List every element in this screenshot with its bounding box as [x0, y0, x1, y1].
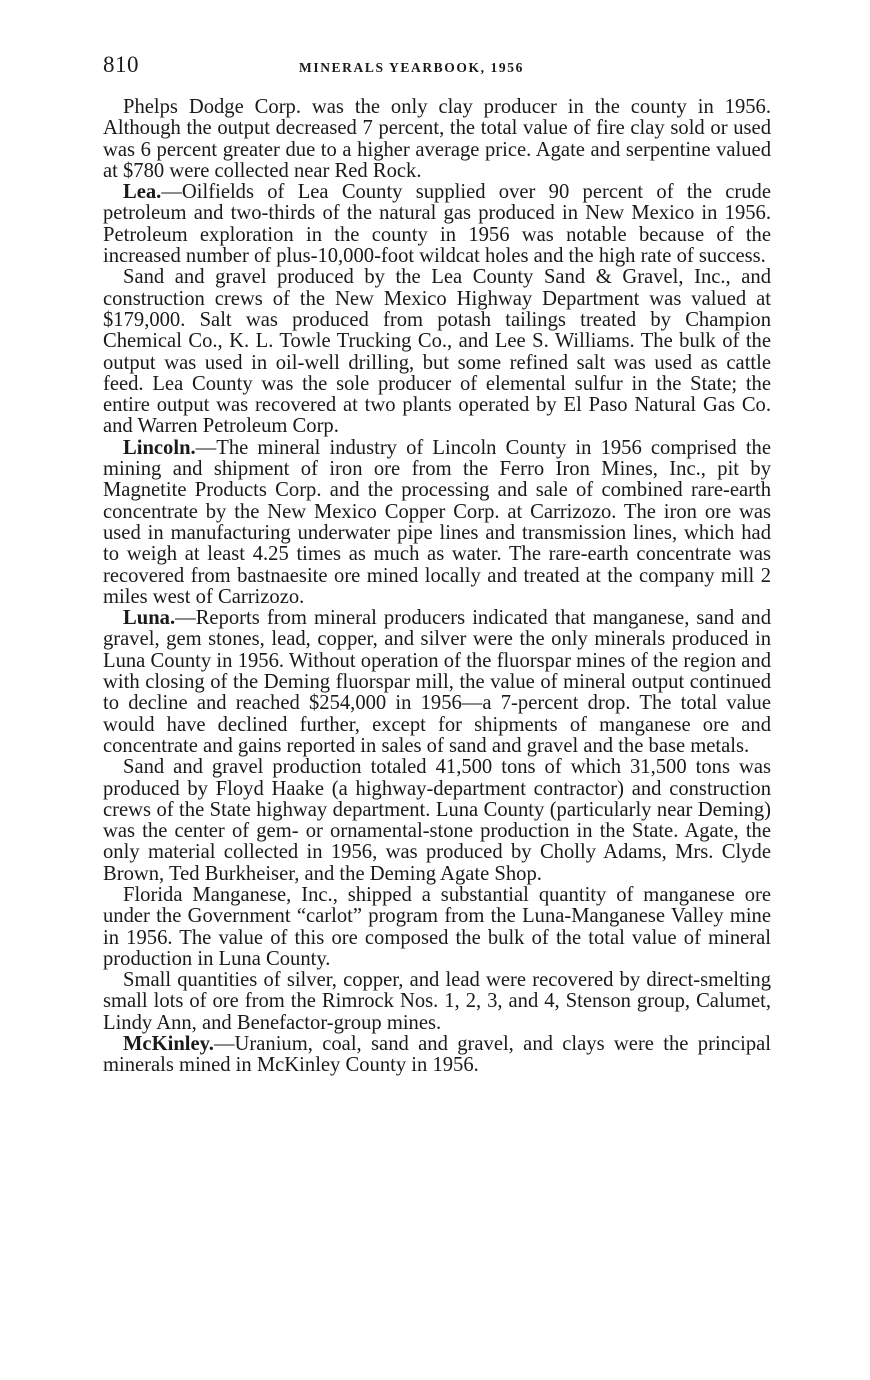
paragraph-text: Sand and gravel production totaled 41,500 tons of which 31,500 tons was produced by Floyd Haake (a highway-department contractor) and construction crews of the State highway department. Luna County (particularly near Deming) was the center of gem- or ornamental-stone production in the State. Agate, the only material collected in 1956, was produced by Cholly Adams, Mrs. Clyde Brown, Ted Burkheiser, and the Deming Agate Shop.	[103, 756, 771, 885]
paragraph-text: —Oilfields of Lea County supplied over 90 percent of the crude petroleum and two-thirds of the natural gas produced in New Mexico in 1956. Petroleum exploration in the county in 1956 was notable because of the increased number of plus-10,000-foot wildcat holes and the high rate of success.	[103, 181, 771, 268]
paragraph-luna-manganese	[103, 885, 771, 970]
paragraph-luna-sand-gravel	[103, 757, 771, 885]
county-heading-mckinley: McKinley.	[123, 1033, 214, 1056]
paragraph-lea-sand-gravel	[103, 267, 771, 437]
page-header	[103, 52, 771, 82]
running-head: MINERALS YEARBOOK, 1956	[299, 60, 524, 75]
county-heading-lincoln: Lincoln.	[123, 436, 196, 459]
paragraph-text: —Reports from mineral producers indicated that manganese, sand and gravel, gem stones, lead, copper, and silver were the only minerals produced in Luna County in 1956. Without operation of the fluorspar mines of the region and with closing of the Deming fluorspar mill, the value of mineral output continued to decline and reached $254,000 in 1956—a 7-percent drop. The total value would have declined further, except for shipments of manganese ore and concentrate and gains reported in sales of sand and gravel and the base metals.	[103, 607, 771, 757]
county-heading-luna: Luna.	[123, 607, 176, 630]
paragraph-lincoln	[103, 438, 771, 608]
paragraph-luna	[103, 608, 771, 757]
paragraph-text: Sand and gravel produced by the Lea County Sand & Gravel, Inc., and construction crews of the New Mexico Highway Department was valued at $179,000. Salt was produced from potash tailings treated by Champion Chemical Co., K. L. Towle Trucking Co., and Lee S. Williams. The bulk of the output was used in oil-well drilling, but some refined salt was used as cattle feed. Lea County was the sole producer of elemental sulfur in the State; the entire output was recovered at two plants operated by El Paso Natural Gas Co. and Warren Petroleum Corp.	[103, 266, 771, 438]
body-text	[103, 97, 771, 1077]
paragraph-text: —Uranium, coal, sand and gravel, and clays were the principal minerals mined in McKinley County in 1956.	[103, 1033, 771, 1077]
paragraph-text: —The mineral industry of Lincoln County in 1956 comprised the mining and shipment of iron ore from the Ferro Iron Mines, Inc., pit by Magnetite Products Corp. and the processing and sale of combined rare-earth concentrate by the New Mexico Copper Corp. at Carrizozo. The iron ore was used in manufacturing underwater pipe lines and transmission lines, which had to weigh at least 4.25 times as much as water. The rare-earth concentrate was recovered from bastnaesite ore mined locally and treated at the company mill 2 miles west of Carrizozo.	[103, 436, 771, 608]
paragraph-text: Small quantities of silver, copper, and lead were recovered by direct-smelting small lots of ore from the Rimrock Nos. 1, 2, 3, and 4, Stenson group, Calumet, Lindy Ann, and Benefactor-group mines.	[103, 969, 771, 1034]
paragraph-phelps-dodge	[103, 97, 771, 182]
paragraph-text: Florida Manganese, Inc., shipped a substantial quantity of manganese ore under the Government “carlot” program from the Luna-Manganese Valley mine in 1956. The value of this ore composed the bulk of the total value of mineral production in Luna County.	[103, 883, 771, 970]
paragraph-lea	[103, 182, 771, 267]
page-number: 810	[103, 52, 139, 77]
paragraph-text: Phelps Dodge Corp. was the only clay producer in the county in 1956. Although the output decreased 7 percent, the total value of fire clay sold or used was 6 percent greater due to a higher average price. Agate and serpentine valued at $780 were collected near Red Rock.	[103, 96, 771, 182]
county-heading-lea: Lea.	[123, 181, 162, 204]
paragraph-luna-metals	[103, 970, 771, 1034]
paragraph-mckinley	[103, 1034, 771, 1077]
